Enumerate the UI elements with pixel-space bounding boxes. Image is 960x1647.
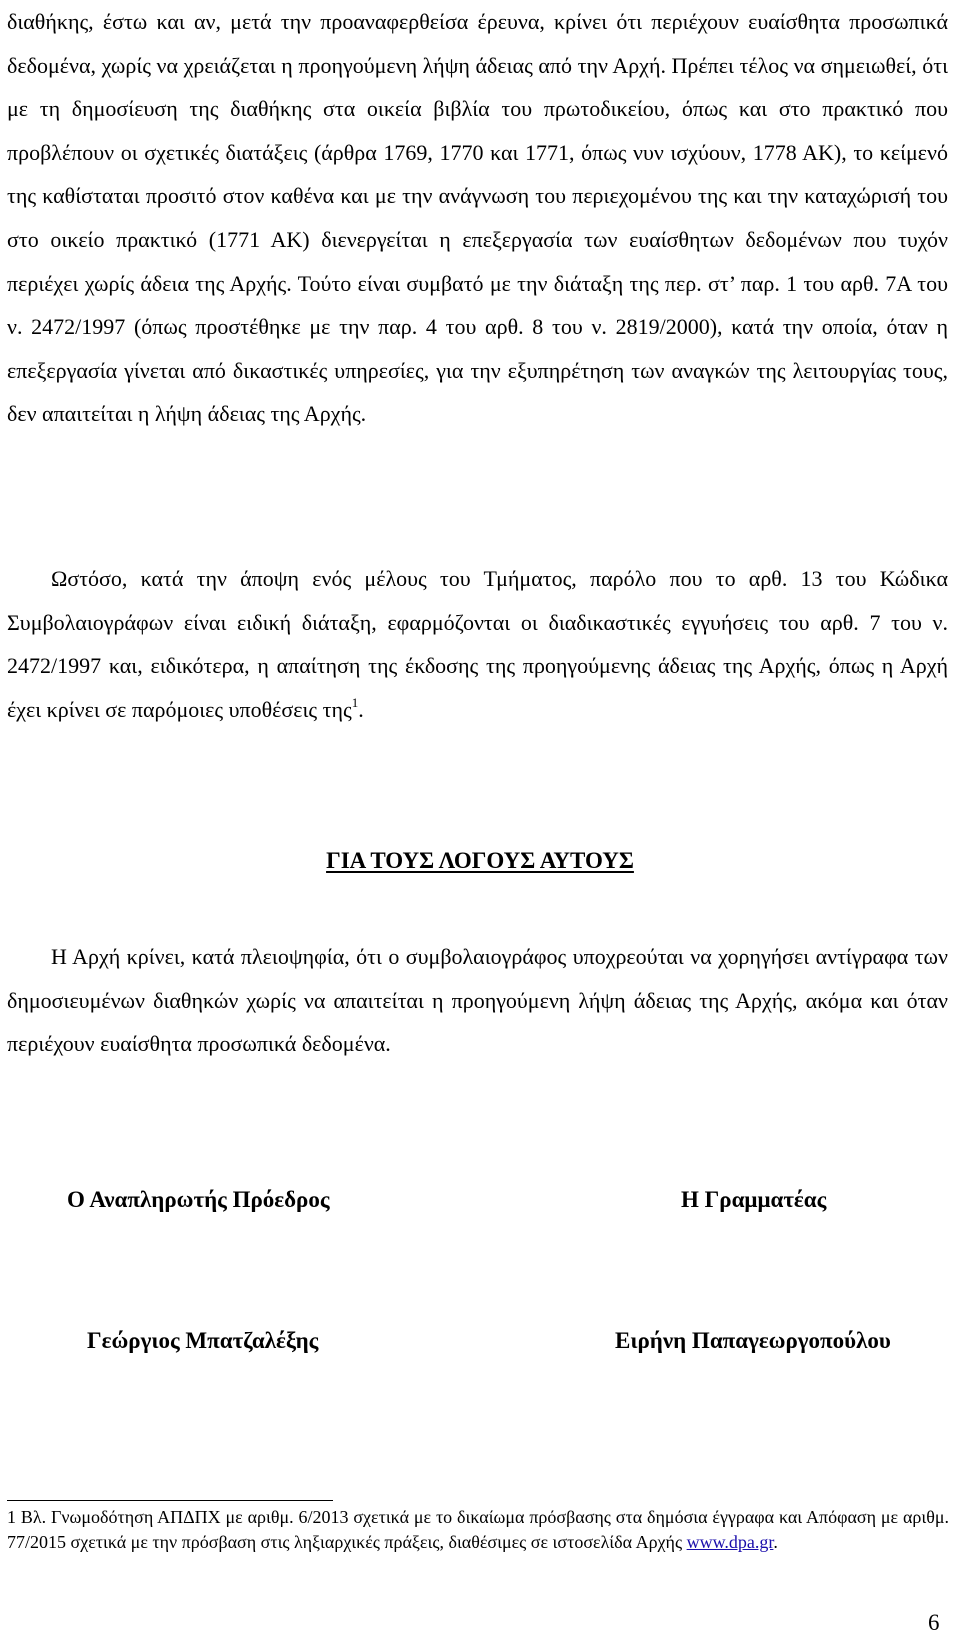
footnote-separator	[7, 1500, 333, 1501]
decision-paragraph: Η Αρχή κρίνει, κατά πλειοψηφία, ότι ο συμβολαιογράφος υποχρεούται να χορηγήσει αντίγραφα των δημοσιευμένων διαθηκών χωρίς να απαιτείται η προηγούμενη λήψη άδειας της Αρχής, ακόμα και όταν περιέχουν ευαίσθητα προσωπικά δεδομένα.	[7, 944, 948, 1057]
footnote-text: Βλ. Γνωμοδότηση ΑΠΔΠΧ με αριθμ. 6/2013 σχετικά με το δικαίωμα πρόσβασης στα δημόσια έγγραφα και Απόφαση με αριθμ. 77/2015 σχετικά με την πρόσβαση στις ληξιαρχικές πράξεις, διαθέσιμες σε ιστοσελίδα Αρχής	[7, 1507, 949, 1552]
paragraph-end: .	[358, 696, 364, 722]
deputy-president-title: Ο Αναπληρωτής Πρόεδρος	[67, 1187, 330, 1212]
footnote	[7, 1505, 949, 1554]
footnote-number: 1	[7, 1507, 16, 1527]
paragraph-text: Ωστόσο, κατά την άποψη ενός μέλους του Τμήματος, παρόλο που το αρθ. 13 του Κώδικα Συμβολαιογράφων είναι ειδική διάταξη, εφαρμόζονται οι διαδικαστικές εγγυήσεις του αρθ. 7 του ν. 2472/1997 και, ειδικότερα, η απαίτηση της έκδοσης της προηγούμενης άδειας της Αρχής, όπως η Αρχή έχει κρίνει σε παρόμοιες υποθέσεις της	[7, 566, 948, 722]
body-paragraph: διαθήκης, έστω και αν, μετά την προαναφερθείσα έρευνα, κρίνει ότι περιέχουν ευαίσθητα προσωπικά δεδομένα, χωρίς να χρειάζεται η προηγούμενη λήψη άδειας από την Αρχή. Πρέπει τέλος να σημειωθεί, ότι με τη δημοσίευση της διαθήκης στα οικεία βιβλία του πρωτοδικείου, όπως και στο πρακτικό που προβλέπουν οι σχετικές διατάξεις (άρθρα 1769, 1770 και 1771, όπως νυν ισχύουν, 1778 ΑΚ), το κείμενό της καθίσταται προσιτό στον καθένα και με την ανάγνωση του περιεχομένου της και την καταχώρισή του στο οικείο πρακτικό (1771 ΑΚ) διενεργείται η επεξεργασία των ευαίσθητων δεδομένων που τυχόν περιέχει χωρίς άδεια της Αρχής. Τούτο είναι συμβατό με την διάταξη της περ. στ’ παρ. 1 του αρθ. 7Α του ν. 2472/1997 (όπως προστέθηκε με την παρ. 4 του αρθ. 8 του ν. 2819/2000), κατά την οποία, όταν η επεξεργασία γίνεται από δικαστικές υπηρεσίες, για την εξυπηρέτηση των αναγκών της λειτουργίας τους, δεν απαιτείται η λήψη άδειας της Αρχής.	[7, 9, 948, 427]
footnote-reference[interactable]: 1	[351, 694, 359, 710]
minority-opinion-paragraph	[7, 557, 948, 731]
section-heading: ΓΙΑ ΤΟΥΣ ΛΟΓΟΥΣ ΑΥΤΟΥΣ	[326, 848, 634, 873]
dpa-website-link[interactable]: www.dpa.gr	[686, 1531, 774, 1552]
footnote-end: .	[773, 1531, 778, 1552]
deputy-president-name: Γεώργιος Μπατζαλέξης	[87, 1328, 319, 1353]
secretary-name: Ειρήνη Παπαγεωργοπούλου	[615, 1328, 891, 1353]
page-number: 6	[928, 1610, 940, 1635]
secretary-title: Η Γραμματέας	[681, 1187, 827, 1212]
